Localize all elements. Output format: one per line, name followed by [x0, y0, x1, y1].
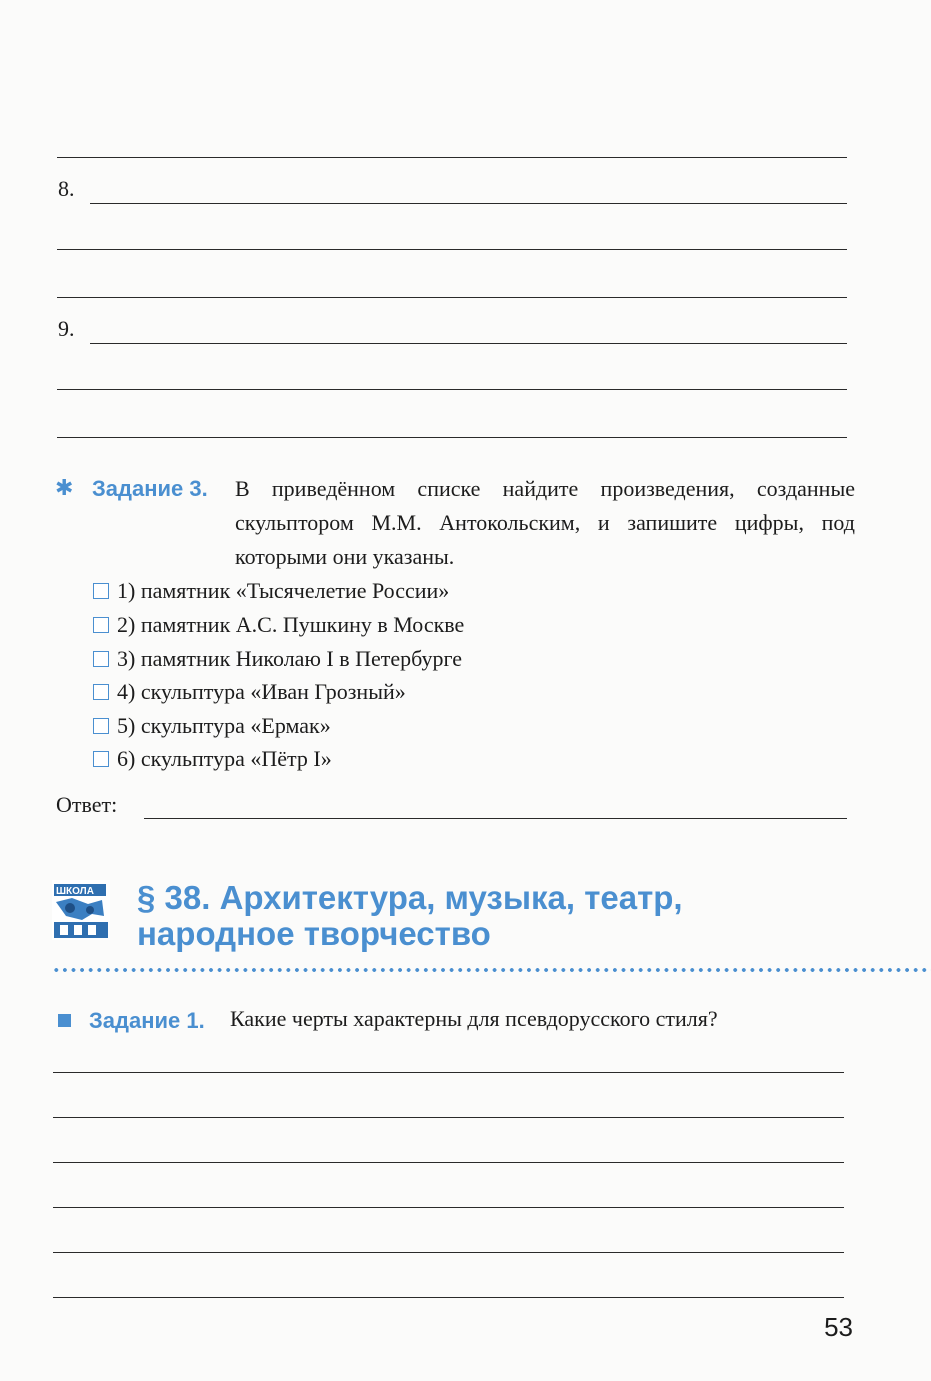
option-label: 5) скульптура «Ермак»	[117, 713, 331, 738]
option-label: 4) скульптура «Иван Грозный»	[117, 679, 406, 704]
answer-line[interactable]	[53, 1207, 844, 1208]
option-4[interactable]	[93, 679, 406, 705]
option-5[interactable]	[93, 713, 331, 739]
answer-line	[57, 249, 847, 250]
answer-label: Ответ:	[56, 792, 118, 817]
item-number-8: 8.	[58, 176, 75, 201]
checkbox-icon[interactable]	[93, 751, 109, 767]
option-label: 1) памятник «Тысячелетие России»	[117, 578, 450, 603]
option-1[interactable]	[93, 578, 449, 604]
option-2[interactable]	[93, 612, 464, 638]
section-title	[137, 880, 683, 952]
task1-text: Какие черты характерны для псевдорусского стиля?	[230, 1006, 718, 1031]
answer-line[interactable]	[144, 818, 847, 819]
checkbox-icon[interactable]	[93, 718, 109, 734]
page-number: 53	[824, 1312, 853, 1342]
checkbox-icon[interactable]	[93, 651, 109, 667]
answer-line	[57, 297, 847, 298]
answer-line	[57, 157, 847, 158]
school-sign-text: ШКОЛА	[56, 886, 94, 897]
option-label: 3) памятник Николаю I в Петербурге	[117, 646, 462, 671]
answer-line[interactable]	[53, 1252, 844, 1253]
school-illustration-icon	[52, 880, 110, 940]
task3-text: В приведённом списке найдите произведения, созданные скульптором М.М. Антокольским, и запишите цифры, под которыми они указаны.	[235, 476, 855, 569]
answer-line	[90, 203, 847, 204]
answer-line[interactable]	[53, 1162, 844, 1163]
option-3[interactable]	[93, 646, 462, 672]
section-title-line1: § 38. Архитектура, музыка, театр,	[137, 879, 683, 916]
section-title-line2: народное творчество	[137, 915, 491, 952]
checkbox-icon[interactable]	[93, 617, 109, 633]
star-marker-icon: ✱	[55, 476, 74, 501]
checkbox-icon[interactable]	[93, 684, 109, 700]
answer-line	[57, 437, 847, 438]
answer-line[interactable]	[53, 1072, 844, 1073]
checkbox-icon[interactable]	[93, 583, 109, 599]
answer-line	[57, 389, 847, 390]
option-label: 2) памятник А.С. Пушкину в Москве	[117, 612, 465, 637]
dotted-divider	[52, 967, 931, 973]
answer-line	[90, 343, 847, 344]
option-6[interactable]	[93, 746, 332, 772]
answer-line[interactable]	[53, 1297, 844, 1298]
square-marker-icon	[58, 1014, 71, 1027]
answer-line[interactable]	[53, 1117, 844, 1118]
item-number-9: 9.	[58, 316, 75, 341]
task1-heading: Задание 1.	[89, 1008, 205, 1033]
option-label: 6) скульптура «Пётр I»	[117, 746, 332, 771]
task3-heading: Задание 3.	[92, 476, 208, 501]
